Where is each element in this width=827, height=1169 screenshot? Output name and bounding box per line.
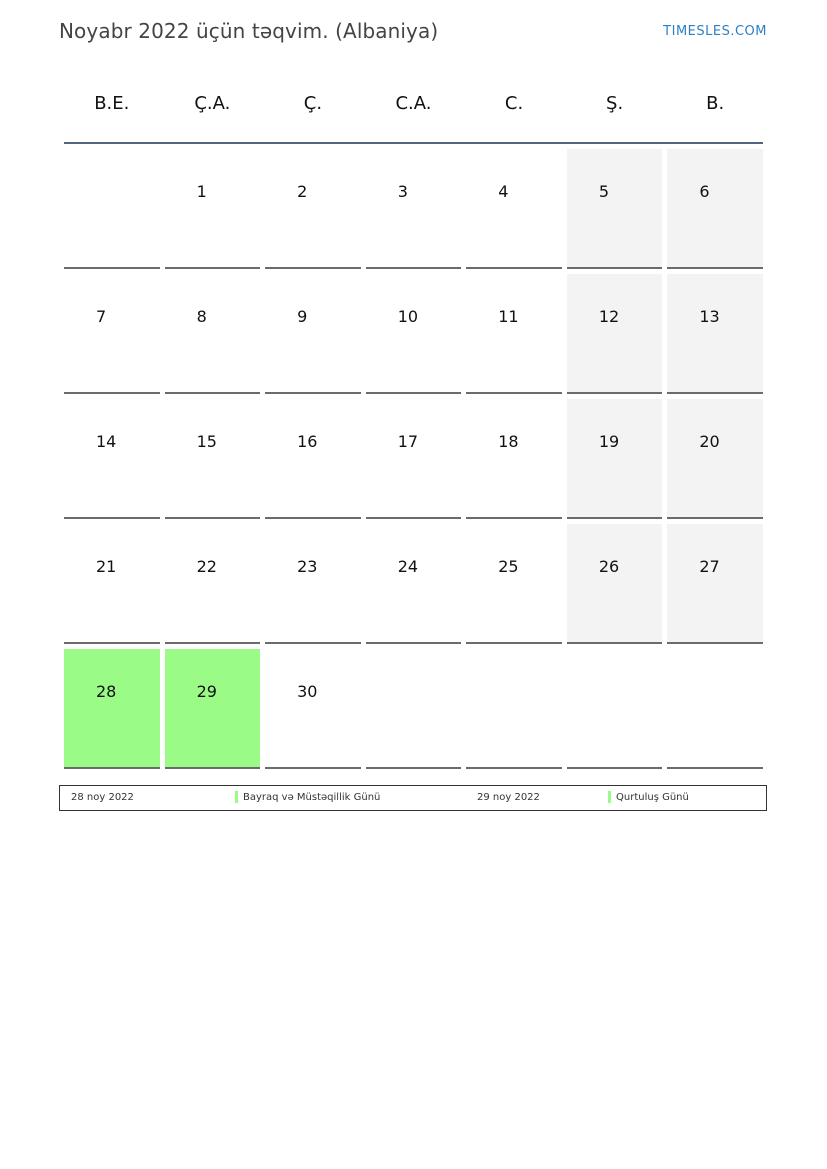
week-row [64,524,763,644]
day-number: 5 [598,182,609,201]
legend-holiday-name: Bayraq və Müstəqillik Günü [243,792,381,803]
weekday-label: Ş. [606,93,624,114]
empty-day-cell [567,649,663,769]
day-cell [64,274,160,394]
day-cell [366,399,462,519]
day-number: 12 [598,307,620,326]
day-number: 30 [297,682,318,701]
day-cell [366,274,462,394]
legend-holiday-name: Qurtuluş Günü [616,792,689,803]
day-number: 13 [699,307,720,326]
weekday-header [64,78,763,144]
week-row [64,274,763,394]
legend-color-marker [235,791,238,803]
day-number: 8 [196,307,207,326]
week-row [64,149,763,269]
day-cell [667,274,763,394]
day-number: 22 [196,557,217,576]
day-cell [567,149,663,269]
weekday-label: Ç.A. [194,93,231,114]
legend-date: 29 noy 2022 [477,792,540,803]
day-cell [567,274,663,394]
legend-date: 28 noy 2022 [71,792,134,803]
holiday-legend [59,785,767,811]
day-cell [366,149,462,269]
weekday-label: Ç. [303,93,323,114]
day-number: 23 [297,557,318,576]
brand-link[interactable]: TIMESLES.COM [663,24,767,39]
day-cell [466,399,562,519]
day-number: 7 [96,307,107,326]
day-cell [64,399,160,519]
weekday-label: C. [504,93,524,114]
day-cell [466,524,562,644]
day-cell [567,399,663,519]
day-cell [265,399,361,519]
day-number: 15 [196,432,217,451]
day-number: 1 [196,182,207,201]
day-number: 9 [297,307,308,326]
day-number: 14 [96,432,117,451]
legend-color-marker [608,791,611,803]
day-cell [165,149,261,269]
day-cell [265,524,361,644]
day-number: 4 [498,182,509,201]
day-number: 16 [297,432,318,451]
day-number: 2 [297,182,308,201]
day-cell [466,274,562,394]
day-cell [64,649,160,769]
day-number: 19 [598,432,620,451]
day-number: 26 [598,557,620,576]
day-cell [466,149,562,269]
day-number: 18 [498,432,519,451]
empty-day-cell [366,649,462,769]
day-number: 11 [498,307,519,326]
page-title: Noyabr 2022 üçün təqvim. (Albaniya) [59,19,439,43]
week-row [64,399,763,519]
day-number: 10 [397,307,419,326]
day-cell [165,399,261,519]
day-cell [64,524,160,644]
empty-day-cell [64,149,160,269]
day-number: 20 [699,432,720,451]
calendar-grid [64,78,763,774]
day-cell [366,524,462,644]
day-cell [265,649,361,769]
empty-day-cell [466,649,562,769]
day-cell [667,149,763,269]
day-number: 25 [498,557,519,576]
day-number: 6 [699,182,710,201]
day-number: 29 [196,682,217,701]
day-cell [667,524,763,644]
day-number: 17 [397,432,419,451]
day-number: 3 [397,182,408,201]
day-cell [567,524,663,644]
day-cell [165,649,261,769]
day-cell [667,399,763,519]
weekday-label: C.A. [395,93,432,114]
day-number: 21 [96,557,117,576]
day-cell [165,524,261,644]
day-number: 27 [699,557,720,576]
weekday-label: B. [706,93,725,114]
day-number: 24 [397,557,419,576]
day-cell [165,274,261,394]
day-cell [265,149,361,269]
week-row [64,649,763,769]
weekday-label: B.E. [94,93,130,114]
day-number: 28 [96,682,117,701]
day-cell [265,274,361,394]
weeks [64,149,763,769]
empty-day-cell [667,649,763,769]
